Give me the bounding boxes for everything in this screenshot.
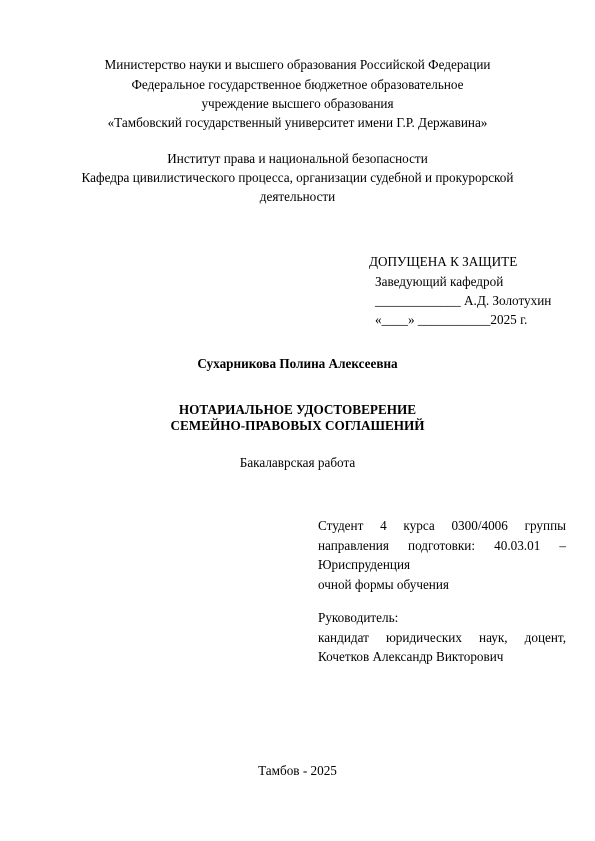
supervisor-info (318, 608, 566, 667)
student-info-line-1: Студент 4 курса 0300/4006 группы (318, 518, 566, 533)
approval-signature-line: _____________ А.Д. Золотухин (375, 293, 552, 308)
student-info-line-4: очной формы обучения (318, 576, 449, 592)
ministry-line: Министерство науки и высшего образования Российской Федерации (104, 57, 491, 72)
approval-head-of-department: Заведующий кафедрой (375, 274, 504, 289)
department-line-1: Кафедра цивилистического процесса, организации судебной и прокурорской (81, 170, 514, 185)
university-type-line-1: Федеральное государственное бюджетное образовательное (131, 77, 464, 92)
work-type: Бакалаврская работа (239, 455, 356, 470)
thesis-title-line-2: СЕМЕЙНО-ПРАВОВЫХ СОГЛАШЕНИЙ (170, 418, 425, 433)
thesis-title-line-1: НОТАРИАЛЬНОЕ УДОСТОВЕРЕНИЕ (178, 402, 417, 417)
institute-line: Институт права и национальной безопасности (167, 151, 428, 166)
university-type-line-2: учреждение высшего образования (201, 96, 394, 111)
student-info-line-2: направления подготовки: 40.03.01 – (318, 537, 566, 553)
department-line-2: деятельности (259, 189, 336, 204)
supervisor-label: Руководитель: (318, 610, 399, 625)
student-info (318, 516, 566, 594)
approval-heading: ДОПУЩЕНА К ЗАЩИТЕ (369, 254, 518, 269)
university-name-line: «Тамбовский государственный университет имени Г.Р. Державина» (107, 115, 488, 130)
author-name: Сухарникова Полина Алексеевна (197, 356, 398, 371)
supervisor-name: Кочетков Александр Викторович (318, 649, 504, 664)
supervisor-degree: кандидат юридических наук, доцент, (318, 629, 566, 645)
student-info-line-3: Юриспруденция (318, 557, 411, 572)
approval-date-line: «____» ___________2025 г. (375, 312, 528, 327)
city-year: Тамбов - 2025 (258, 763, 337, 778)
